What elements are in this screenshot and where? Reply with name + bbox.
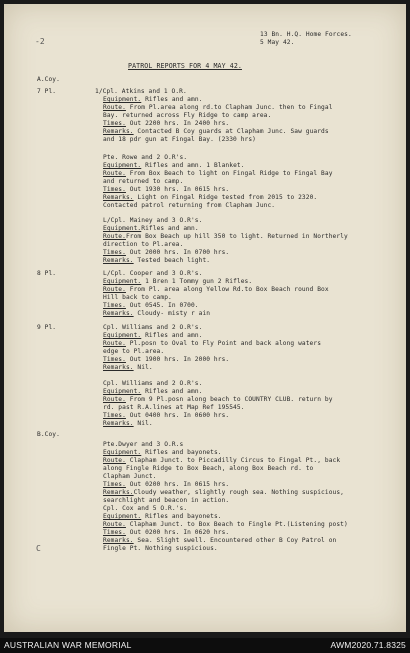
report-line: Cpl. Williams and 2 O.R's.	[103, 380, 203, 387]
side-mark: C	[36, 544, 41, 553]
report-line: Remarks. Sea. Slight swell. Encountered other B Coy Patrol on	[103, 537, 337, 544]
report-line: Pte.Dwyer and 3 O.R.s	[103, 441, 184, 448]
report-line: Times. Out 0200 hrs. In 0620 hrs.	[103, 529, 230, 536]
report-line: 7 Pl.	[37, 88, 57, 95]
footer-left: AUSTRALIAN WAR MEMORIAL	[4, 640, 132, 650]
report-line: 8 Pl.	[37, 270, 57, 277]
report-line: Route. From Box Beach to light on Fingal Ridge to Fingal Bay	[103, 170, 333, 177]
report-line: Hill back to camp.	[103, 294, 172, 301]
report-line: 1/Cpl. Atkins and 1 O.R.	[95, 88, 187, 95]
report-line: Times. Out 1900 hrs. In 2000 hrs.	[103, 356, 230, 363]
report-line: Equipment. Rifles and amn.	[103, 96, 203, 103]
report-line: Route. Pl.posn to Oval to Fly Point and back along waters	[103, 340, 322, 347]
report-line: Equipment. Rifles and amn.	[103, 388, 203, 395]
report-line: Times. Out 2200 hrs. In 2400 hrs.	[103, 120, 230, 127]
report-line: Times. Out 0400 hrs. In 0600 hrs.	[103, 412, 230, 419]
report-line: L/Cpl. Cooper and 3 O.R's.	[103, 270, 203, 277]
report-line: Remarks. Light on Fingal Ridge tested from 2015 to 2320.	[103, 194, 318, 201]
margin-mark: -2	[35, 37, 45, 46]
footer-right: AWM2020.71.8325	[330, 640, 406, 650]
report-line: 9 Pl.	[37, 324, 57, 331]
report-line: Equipment.Rifles and amn.	[103, 225, 199, 232]
report-line: and returned to camp.	[103, 178, 184, 185]
report-line: Equipment. 1 Bren 1 Tommy gun 2 Rifles.	[103, 278, 253, 285]
report-line: Equipment. Rifles and amn.	[103, 332, 203, 339]
report-line: Times. Out 1930 hrs. In 0615 hrs.	[103, 186, 230, 193]
report-line: Times. Out 0545. In 0700.	[103, 302, 199, 309]
report-line: Remarks.Cloudy weather, slightly rough sea. Nothing suspicious,	[103, 489, 344, 496]
report-line: Remarks. Contacted B Coy guards at Clapham Junc. Saw guards	[103, 128, 329, 135]
document-page	[4, 4, 406, 632]
report-line: B.Coy.	[37, 431, 60, 438]
report-line: rd. past R.A.lines at Map Ref 195545.	[103, 404, 245, 411]
report-line: Pte. Rowe and 2 O.R's.	[103, 154, 188, 161]
report-line: Equipment. Rifles and bayonets.	[103, 449, 222, 456]
report-line: direction to Pl.area.	[103, 241, 184, 248]
report-line: Remarks. Tested beach light.	[103, 257, 211, 264]
report-line: Equipment. Rifles and amn. 1 Blanket.	[103, 162, 245, 169]
report-line: and 18 pdr gun at Fingal Bay. (2330 hrs)	[103, 136, 257, 143]
document-title: PATROL REPORTS FOR 4 MAY 42.	[128, 62, 242, 70]
report-line: Fingle Pt. Nothing suspicious.	[103, 545, 218, 552]
report-line: Cpl. Williams and 2 O.R's.	[103, 324, 203, 331]
report-line: Route. From 9 Pl.posn along beach to COUNTRY CLUB. return by	[103, 396, 333, 403]
report-line: Route. From Pl.area along rd.to Clapham Junc. then to Fingal	[103, 104, 333, 111]
report-line: Remarks. Nil.	[103, 364, 153, 371]
report-line: A.Coy.	[37, 76, 60, 83]
report-line: along Fingle Ridge to Box Beach, along Box Beach rd. to	[103, 465, 314, 472]
report-line: Route. Clapham Junct. to Box Beach to Fingle Pt.(Listening post)	[103, 521, 348, 528]
report-line: Contacted patrol returning from Clapham Junc.	[103, 202, 276, 209]
report-line: Remarks. Cloudy- misty r ain	[103, 310, 211, 317]
report-line: L/Cpl. Mainey and 3 O.R's.	[103, 217, 203, 224]
report-line: Route. From Pl. area along Yellow Rd.to Box Beach round Box	[103, 286, 329, 293]
date-header: 5 May 42.	[260, 39, 295, 46]
report-line: Cpl. Cox and 5 O.R.'s.	[103, 505, 188, 512]
report-line: Remarks. Nil.	[103, 420, 153, 427]
report-line: Clapham Junct.	[103, 473, 157, 480]
report-line: Route. Clapham Junct. to Piccadilly Circus to Fingal Pt., back	[103, 457, 341, 464]
report-line: searchlight and beacon in action.	[103, 497, 230, 504]
report-line: edge to Pl.area.	[103, 348, 165, 355]
report-line: Times. Out 0200 hrs. In 0615 hrs.	[103, 481, 230, 488]
footer-bar	[0, 638, 410, 653]
unit-header: 13 Bn. H.Q. Home Forces.	[260, 31, 352, 38]
report-line: Equipment. Rifles and bayonets.	[103, 513, 222, 520]
report-line: Times. Out 2000 hrs. In 0700 hrs.	[103, 249, 230, 256]
report-line: Route.From Box Beach up hill 350 to light. Returned in Northerly	[103, 233, 348, 240]
report-line: Bay. returned across Fly Ridge to camp area.	[103, 112, 272, 119]
